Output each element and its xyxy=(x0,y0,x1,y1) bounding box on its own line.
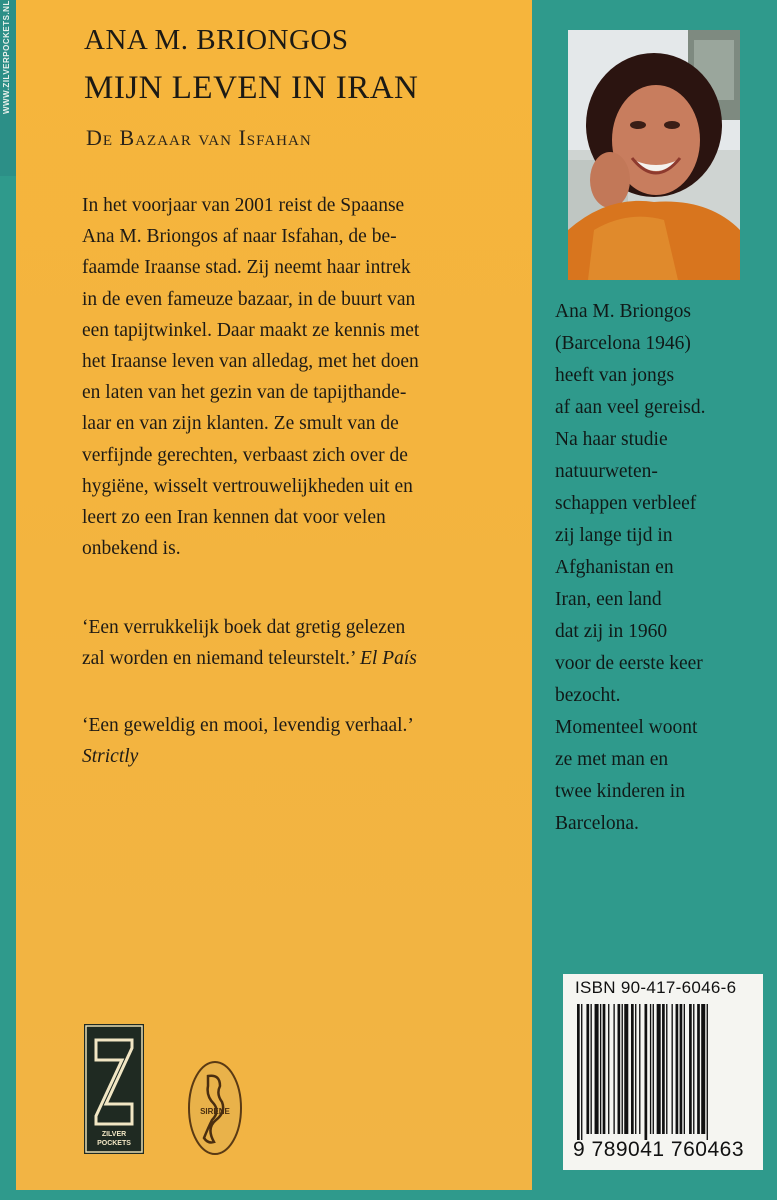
barcode-bar xyxy=(680,1004,683,1134)
barcode-bar xyxy=(622,1004,623,1134)
barcode-bar xyxy=(666,1004,667,1134)
isbn-number: ISBN 90-417-6046-6 xyxy=(575,978,737,997)
bottom-edge xyxy=(0,1190,777,1200)
bio-line: Iran, een land xyxy=(555,589,662,610)
barcode-bar xyxy=(650,1004,651,1134)
yellow-panel xyxy=(16,0,532,1200)
spine-website-text: WWW.ZILVERPOCKETS.NL xyxy=(2,0,11,114)
quote-source-line xyxy=(82,741,414,772)
book-title: MIJN LEVEN IN IRAN xyxy=(84,70,419,106)
author-bio xyxy=(555,296,770,840)
blurb-line: laar en van zijn klanten. Ze smult van de xyxy=(82,413,399,435)
author-portrait-image xyxy=(568,30,740,280)
bio-line: Momenteel woont xyxy=(555,717,698,738)
sirene-mermaid-icon xyxy=(186,1058,244,1158)
bio-line: twee kinderen in xyxy=(555,781,685,802)
blurb-line: het Iraanse leven van alledag, met het doen xyxy=(82,351,419,373)
barcode-bar xyxy=(631,1004,634,1134)
barcode-bar xyxy=(608,1004,609,1134)
blurb-line: verfijnde gerechten, verbaast zich over de xyxy=(82,444,408,466)
blurb-line: In het voorjaar van 2001 reist de Spaanse xyxy=(82,195,405,216)
barcode-bar xyxy=(672,1004,673,1134)
author-heading: ANA M. BRIONGOS xyxy=(84,24,349,56)
barcode-bar xyxy=(581,1004,582,1140)
bio-line: Afghanistan en xyxy=(555,557,674,578)
barcode-bar xyxy=(613,1004,614,1134)
isbn-barcode xyxy=(563,974,763,1170)
blurb-paragraph xyxy=(82,190,522,564)
zilver-logo-text: ZILVER xyxy=(101,1131,127,1138)
barcode-bar xyxy=(662,1004,665,1134)
barcode-bar xyxy=(591,1004,592,1134)
blurb-line: leert zo een Iran kennen dat voor velen xyxy=(82,507,386,529)
blurb-line: een tapijtwinkel. Daar maakt ze kennis met xyxy=(82,319,420,341)
book-subtitle: De Bazaar van Isfahan xyxy=(86,125,312,150)
barcode-bar xyxy=(693,1004,694,1134)
barcode-bar xyxy=(600,1004,601,1134)
barcode-bar xyxy=(577,1004,580,1140)
bio-line: voor de eerste keer xyxy=(555,653,703,674)
barcode-bar xyxy=(639,1004,640,1134)
bio-line: zij lange tijd in xyxy=(555,525,673,546)
barcode-bar xyxy=(586,1004,589,1134)
quote-line: ‘Een geweldig en mooi, levendig verhaal.’ xyxy=(82,715,414,736)
blurb-line: onbekend is. xyxy=(82,538,181,560)
barcode-bar xyxy=(689,1004,692,1134)
blurb-line: en laten van het gezin van de tapijthande- xyxy=(82,382,407,404)
quote-line-with-source xyxy=(82,643,417,674)
blurb-line: faamde Iraanse stad. Zij neemt haar intrek xyxy=(82,257,411,279)
blurb-line: in de even fameuze bazaar, in de buurt van xyxy=(82,288,416,310)
bio-line: dat zij in 1960 xyxy=(555,621,668,642)
sirene-logo xyxy=(186,1058,244,1158)
pockets-logo-text: POCKETS xyxy=(97,1140,131,1147)
barcode-bar xyxy=(624,1004,628,1134)
bio-line: ze met man en xyxy=(555,749,669,770)
spine-strip xyxy=(0,0,16,176)
blurb-line: Ana M. Briongos af naar Isfahan, de be- xyxy=(82,226,397,248)
quote-source: El País xyxy=(359,648,417,669)
barcode-bar xyxy=(618,1004,621,1134)
quote-source: Strictly xyxy=(82,746,139,767)
barcode-bar xyxy=(603,1004,606,1134)
quote-text: zal worden en niemand teleurstelt.’ xyxy=(82,648,356,669)
zilver-pockets-z-icon xyxy=(84,1024,144,1154)
bio-line: schappen verbleef xyxy=(555,493,697,514)
bio-line: (Barcelona 1946) xyxy=(555,333,691,354)
blurb-line: hygiëne, wisselt vertrouwelijkheden uit en xyxy=(82,475,413,497)
barcode-bar xyxy=(657,1004,661,1134)
bio-line: natuurweten- xyxy=(555,461,658,482)
bio-line: heeft van jongs xyxy=(555,365,675,386)
barcode-bar xyxy=(653,1004,654,1134)
quote-line: ‘Een verrukkelijk boek dat gretig gelezen xyxy=(82,617,406,638)
barcode-bar xyxy=(635,1004,636,1134)
barcode-bar xyxy=(707,1004,708,1140)
barcode-bar xyxy=(645,1004,648,1140)
sirene-logo-text: SIRENE xyxy=(200,1107,230,1116)
zilver-pockets-logo xyxy=(84,1024,144,1154)
bio-line: Na haar studie xyxy=(555,429,668,450)
ean-number: 9 789041 760463 xyxy=(573,1138,744,1161)
author-photo xyxy=(568,30,740,280)
bio-line: Ana M. Briongos xyxy=(555,301,691,322)
barcode-bar xyxy=(595,1004,599,1134)
bio-line: bezocht. xyxy=(555,685,621,706)
barcode-bar xyxy=(676,1004,679,1134)
barcode-bar xyxy=(701,1004,705,1134)
bio-line: Barcelona. xyxy=(555,813,639,834)
review-quote-strictly xyxy=(82,710,414,772)
barcode-bar xyxy=(697,1004,700,1134)
review-quote-el-pais xyxy=(82,612,417,674)
bio-line: af aan veel gereisd. xyxy=(555,397,706,418)
barcode-bar xyxy=(684,1004,685,1134)
